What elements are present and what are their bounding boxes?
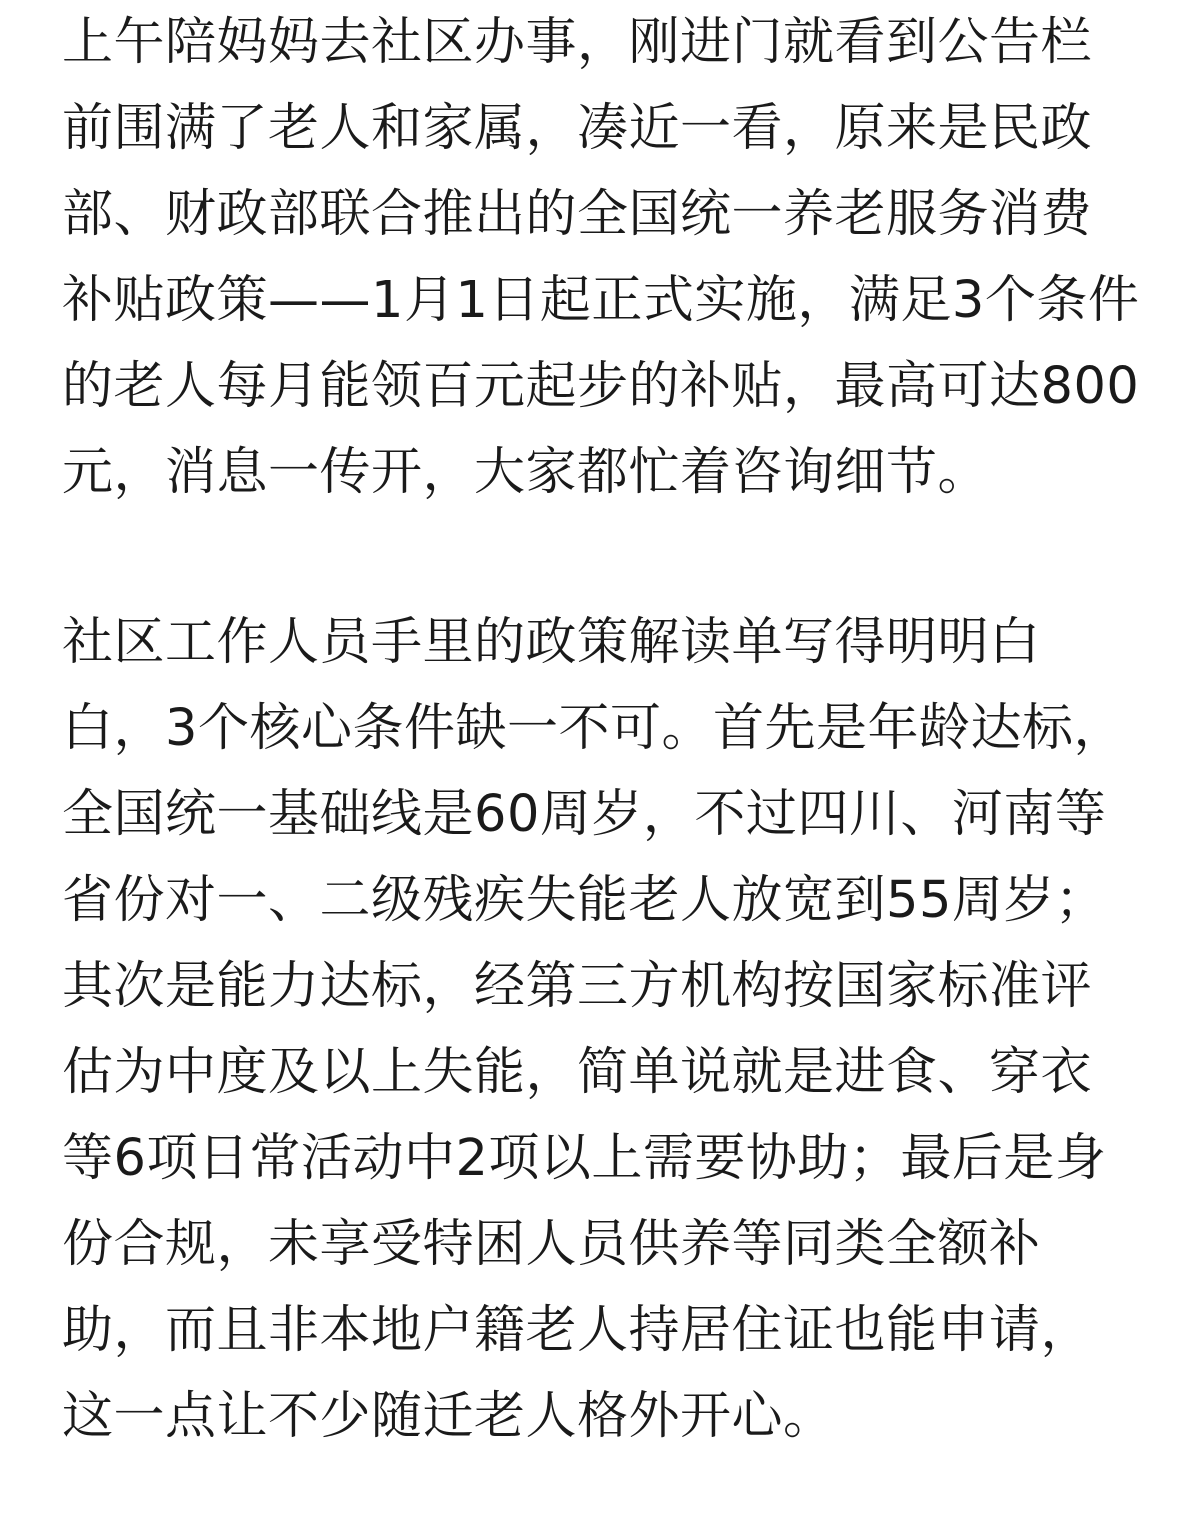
- paragraph-2: [62, 600, 1125, 1460]
- paragraph-1: [62, 0, 1140, 516]
- text-line: 白，3个核心条件缺一不可。首先是年龄达标，: [62, 699, 1125, 758]
- text-line: 上午陪妈妈去社区办事，刚进门就看到公告栏: [62, 13, 1093, 72]
- text-line: 份合规，未享受特困人员供养等同类全额补: [62, 1215, 1041, 1274]
- article-body: [62, 0, 1140, 1460]
- text-line: 其次是能力达标，经第三方机构按国家标准评: [62, 957, 1093, 1016]
- text-line: 补贴政策——1月1日起正式实施，满足3个条件: [62, 271, 1140, 330]
- text-line: 社区工作人员手里的政策解读单写得明明白: [62, 613, 1041, 672]
- text-line: 前围满了老人和家属，凑近一看，原来是民政: [62, 99, 1093, 158]
- text-line: 的老人每月能领百元起步的补贴，最高可达800: [62, 357, 1140, 416]
- text-line: 部、财政部联合推出的全国统一养老服务消费: [62, 185, 1093, 244]
- text-line: 助，而且非本地户籍老人持居住证也能申请，: [62, 1301, 1093, 1360]
- text-line: 等6项日常活动中2项以上需要协助；最后是身: [62, 1129, 1107, 1188]
- text-line: 这一点让不少随迁老人格外开心。: [62, 1387, 835, 1446]
- text-line: 省份对一、二级残疾失能老人放宽到55周岁；: [62, 871, 1107, 930]
- text-line: 全国统一基础线是60周岁，不过四川、河南等: [62, 785, 1107, 844]
- text-line: 元，消息一传开，大家都忙着咨询细节。: [62, 443, 990, 502]
- text-line: 估为中度及以上失能，简单说就是进食、穿衣: [62, 1043, 1093, 1102]
